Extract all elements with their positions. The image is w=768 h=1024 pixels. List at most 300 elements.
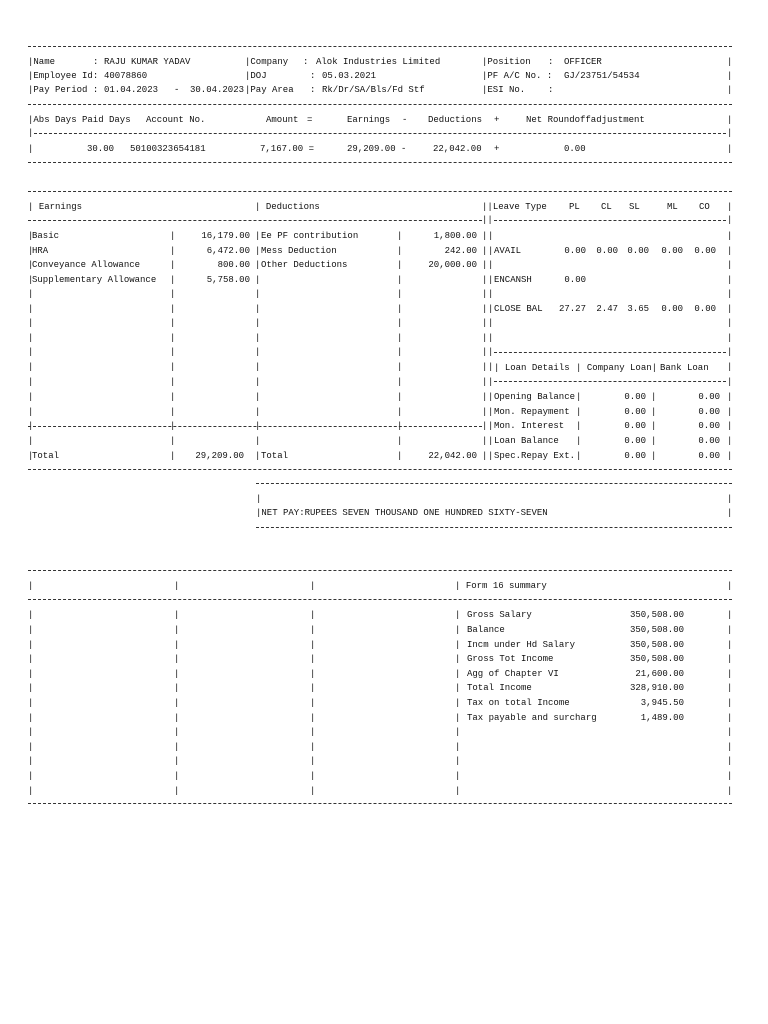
pipe: |: [170, 231, 176, 241]
pipe: |: [727, 407, 733, 417]
leave-header-label: Leave Type: [492, 202, 547, 212]
form16-value: 21,600.00: [635, 669, 684, 679]
pipe: |: [174, 683, 180, 693]
pipe: |: [28, 289, 34, 299]
pfac-value: GJ/23751/54534: [564, 71, 640, 81]
earning-label: HRA: [32, 246, 49, 256]
divider: [28, 426, 482, 427]
loan-company-value: 0.00: [624, 436, 646, 446]
form16-label: Tax payable and surcharg: [467, 713, 597, 723]
pipe: |: [28, 362, 34, 372]
payperiod-to: 30.04.2023: [190, 85, 245, 95]
pipe: |: [170, 289, 176, 299]
divider: [256, 527, 732, 528]
pipe: |: [255, 407, 261, 417]
payarea-cell: |Pay Area: [245, 85, 294, 95]
colon: :: [310, 71, 316, 81]
pipe: |: [482, 421, 488, 431]
pipe: |: [727, 713, 733, 723]
pipe: |: [727, 275, 733, 285]
esi-label: ESI No.: [487, 85, 526, 95]
pipe: |: [727, 727, 733, 737]
pipe: |: [310, 742, 316, 752]
pipe: |: [397, 246, 403, 256]
payperiod-label: Pay Period :: [33, 85, 99, 95]
pipe: |: [256, 494, 262, 504]
pipe: |: [28, 742, 34, 752]
deductions-total-label: Total: [261, 451, 289, 461]
pipe: |: [727, 318, 733, 328]
pipe: |: [170, 260, 176, 270]
pipe: |: [397, 377, 403, 387]
payarea-label: Pay Area: [250, 85, 294, 95]
pipe: ||: [482, 215, 493, 225]
pipe: |: [482, 347, 488, 357]
divider: [494, 381, 726, 382]
form16-value: 350,508.00: [629, 610, 684, 620]
pipe: |: [576, 451, 582, 461]
pipe: |: [255, 436, 261, 446]
pipe: |: [727, 304, 733, 314]
pipe: |: [28, 275, 34, 285]
amount-value: 7,167.00 =: [260, 144, 315, 154]
pipe: |: [727, 508, 733, 518]
pipe: |: [727, 289, 733, 299]
pipe: |: [727, 436, 733, 446]
esi-cell: |ESI No.: [482, 85, 526, 95]
pipe: |: [255, 304, 261, 314]
pipe: |: [455, 640, 461, 650]
deductions-title: | Deductions: [255, 202, 320, 212]
pipe: |: [727, 215, 733, 225]
pipe: |: [397, 362, 403, 372]
earning-label: Supplementary Allowance: [32, 275, 157, 285]
bank-loan-header: Bank Loan: [660, 363, 709, 373]
form16-label: Tax on total Income: [467, 698, 570, 708]
pipe: |: [310, 771, 316, 781]
pipe: |: [482, 377, 488, 387]
pipe: |: [488, 333, 494, 343]
pipe: |: [255, 318, 261, 328]
pipe: |: [28, 610, 34, 620]
pipe: |: [397, 451, 403, 461]
earning-value: 5,758.00: [206, 275, 250, 285]
pipe: |: [727, 742, 733, 752]
deductions-value: 22,042.00: [433, 144, 482, 154]
pipe: |: [455, 756, 461, 766]
pipe: |: [727, 610, 733, 620]
pipe: |: [727, 260, 733, 270]
pipe: |: [482, 451, 488, 461]
pipe: |: [28, 128, 34, 138]
pipe: |: [255, 451, 261, 461]
earnings-total-label: Total: [32, 451, 60, 461]
pipe: |: [28, 144, 34, 154]
deduction-value: 242.00: [444, 246, 477, 256]
net-roundoff-value: 0.00: [564, 144, 586, 154]
pipe: |: [170, 246, 176, 256]
pipe: |: [310, 669, 316, 679]
pipe: |: [28, 581, 34, 591]
pipe: |: [727, 786, 733, 796]
pipe: |: [488, 436, 494, 446]
pipe: |: [28, 698, 34, 708]
pipe: |: [488, 260, 494, 270]
leave-col-co: CO: [699, 202, 710, 212]
pfac-cell: |PF A/C No. :: [482, 71, 553, 81]
paid-days-value: 30.00: [87, 144, 115, 154]
payarea-value: Rk/Dr/SA/Bls/Fd Stf: [322, 85, 425, 95]
position-cell: |Position: [482, 57, 531, 67]
earning-value: 6,472.00: [206, 246, 250, 256]
leave-value: 0.00: [627, 246, 649, 256]
colon: :: [548, 85, 554, 95]
colon: :: [303, 57, 309, 67]
account-no-header: Account No.: [146, 115, 206, 125]
pipe: |: [397, 231, 403, 241]
deductions-total-value: 22,042.00: [428, 451, 477, 461]
pipe: |: [576, 421, 582, 431]
divider: [28, 46, 732, 47]
pipe: |: [482, 260, 488, 270]
abs-days-label: Abs Days: [33, 115, 77, 125]
deduction-label: Mess Deduction: [261, 246, 337, 256]
pipe: |: [488, 289, 494, 299]
payperiod-from: 01.04.2023: [104, 85, 159, 95]
loan-row-label: Spec.Repay Ext.: [494, 451, 576, 461]
company-cell: |Company: [245, 57, 289, 67]
loan-row-label: Loan Balance: [494, 436, 559, 446]
divider: [28, 104, 732, 105]
pipe: |: [455, 727, 461, 737]
pipe: |: [28, 771, 34, 781]
form16-value: 3,945.50: [640, 698, 684, 708]
pipe: |: [488, 231, 494, 241]
pipe: |: [488, 362, 494, 372]
pipe: |: [455, 742, 461, 752]
pipe: |: [488, 392, 494, 402]
loan-company-value: 0.00: [624, 421, 646, 431]
pipe: |: [255, 333, 261, 343]
pipe: |: [174, 698, 180, 708]
empid-cell: |Employee Id:: [28, 71, 99, 81]
leave-value: 3.65: [627, 304, 649, 314]
pipe: |: [727, 128, 733, 138]
pipe: |: [397, 436, 403, 446]
pipe: |: [455, 669, 461, 679]
pipe: |: [170, 421, 176, 431]
deductions-header-label: Deductions: [265, 202, 320, 212]
pipe: |: [310, 610, 316, 620]
pipe: |: [488, 451, 494, 461]
pipe: |: [28, 756, 34, 766]
pipe: |: [651, 407, 657, 417]
pipe: |: [310, 698, 316, 708]
pipe: |: [482, 362, 488, 372]
leave-value: 2.47: [596, 304, 618, 314]
pipe: |: [310, 713, 316, 723]
pipe: |: [727, 625, 733, 635]
earnings-value: 29,209.00 -: [347, 144, 407, 154]
pipe: |: [28, 392, 34, 402]
pipe: |: [727, 231, 733, 241]
earning-value: 16,179.00: [201, 231, 250, 241]
pipe: |: [455, 698, 461, 708]
pipe: |: [28, 260, 34, 270]
pipe: |: [727, 581, 733, 591]
pipe: |: [727, 202, 733, 212]
leave-value: 0.00: [694, 246, 716, 256]
form16-label: Total Income: [467, 683, 532, 693]
pipe: |: [397, 318, 403, 328]
pipe: |: [310, 581, 316, 591]
pipe: |: [170, 275, 176, 285]
pipe: |: [28, 246, 34, 256]
earning-value: 800.00: [217, 260, 250, 270]
company-loan-header: | Company Loan|: [576, 363, 658, 373]
pipe: |: [482, 289, 488, 299]
pipe: |: [727, 246, 733, 256]
pipe: |: [28, 347, 34, 357]
loan-company-value: 0.00: [624, 451, 646, 461]
leave-col-pl: PL: [569, 202, 580, 212]
loan-row-label: Mon. Interest: [494, 421, 565, 431]
pipe: |: [170, 318, 176, 328]
pipe: |: [727, 421, 733, 431]
pipe: |: [310, 654, 316, 664]
pipe: |: [727, 392, 733, 402]
pipe: |: [28, 654, 34, 664]
pipe: |: [488, 407, 494, 417]
loan-bank-value: 0.00: [698, 436, 720, 446]
pipe: |: [174, 640, 180, 650]
colon: :: [93, 57, 99, 67]
minus-sign: -: [402, 115, 408, 125]
pipe: |: [488, 318, 494, 328]
pipe: |: [727, 85, 733, 95]
leave-col-ml: ML: [667, 202, 678, 212]
earnings-header-label: Earnings: [38, 202, 83, 212]
divider: [28, 220, 482, 221]
leave-value: 0.00: [694, 304, 716, 314]
pipe: |: [255, 392, 261, 402]
pipe: |: [174, 654, 180, 664]
pipe: |: [397, 333, 403, 343]
pfac-label: PF A/C No. :: [487, 71, 553, 81]
pipe: |: [576, 392, 582, 402]
pipe: |: [576, 436, 582, 446]
leave-value: 0.00: [564, 275, 586, 285]
pipe: |: [488, 246, 494, 256]
leave-value: 0.00: [564, 246, 586, 256]
pipe: |: [255, 377, 261, 387]
payperiod-cell: |Pay Period :: [28, 85, 99, 95]
form16-label: Gross Salary: [467, 610, 532, 620]
form16-label: Gross Tot Income: [467, 654, 554, 664]
divider: [34, 133, 726, 134]
payperiod-sep: -: [174, 85, 180, 95]
leave-col-sl: SL: [629, 202, 640, 212]
deduction-value: 20,000.00: [428, 260, 477, 270]
plus-sign: +: [494, 115, 500, 125]
account-no-value: 50100323654181: [130, 144, 206, 154]
pipe: |: [397, 289, 403, 299]
pipe: |: [28, 318, 34, 328]
divider: [28, 803, 732, 804]
pipe: |: [727, 669, 733, 679]
position-value: OFFICER: [564, 57, 602, 67]
pipe: |: [727, 144, 733, 154]
divider: [494, 352, 726, 353]
pipe: |: [170, 451, 176, 461]
net-pay: |NET PAY:RUPEES SEVEN THOUSAND ONE HUNDRED SIXTY-SEVEN: [256, 508, 548, 518]
pipe: |: [455, 610, 461, 620]
pipe: |: [727, 57, 733, 67]
leave-title: ||Leave Type: [482, 202, 547, 212]
pipe: |: [174, 610, 180, 620]
eq-sign: =: [307, 115, 313, 125]
pipe: |: [455, 654, 461, 664]
loan-bank-value: 0.00: [698, 392, 720, 402]
pipe: |: [255, 260, 261, 270]
leave-value: 27.27: [558, 304, 586, 314]
pipe: |: [170, 304, 176, 314]
pipe: |: [482, 246, 488, 256]
deduction-label: Ee PF contribution: [261, 231, 359, 241]
pipe: |: [397, 304, 403, 314]
pipe: |: [727, 362, 733, 372]
pipe: |: [28, 713, 34, 723]
pipe: |: [455, 786, 461, 796]
pipe: |: [482, 318, 488, 328]
employee-name: RAJU KUMAR YADAV: [104, 57, 191, 67]
pipe: |: [482, 275, 488, 285]
loan-company-value: 0.00: [624, 392, 646, 402]
loan-bank-value: 0.00: [698, 407, 720, 417]
divider: [256, 483, 732, 484]
pipe: |: [310, 756, 316, 766]
earning-label: Conveyance Allowance: [32, 260, 141, 270]
pipe: |: [28, 421, 34, 431]
pipe: |: [170, 392, 176, 402]
leave-col-cl: CL: [601, 202, 612, 212]
divider: [494, 220, 726, 221]
pipe: |: [170, 377, 176, 387]
form16-value: 350,508.00: [629, 654, 684, 664]
pipe: |: [174, 669, 180, 679]
form16-label: Incm under Hd Salary: [467, 640, 576, 650]
paid-days-header: Paid Days: [82, 115, 131, 125]
empid-label: Employee Id:: [33, 71, 99, 81]
pipe: |: [727, 640, 733, 650]
loan-bank-value: 0.00: [698, 421, 720, 431]
pipe: |: [170, 407, 176, 417]
pipe: |: [310, 683, 316, 693]
pipe: |: [255, 231, 261, 241]
pipe: |: [488, 347, 494, 357]
pipe: |: [310, 786, 316, 796]
pipe: |: [255, 362, 261, 372]
pipe: |: [482, 407, 488, 417]
pipe: |: [174, 786, 180, 796]
pipe: |: [28, 683, 34, 693]
divider: [28, 469, 732, 470]
pipe: |: [174, 581, 180, 591]
pipe: |: [170, 436, 176, 446]
name-label: Name: [33, 57, 56, 67]
pipe: |: [488, 304, 494, 314]
leave-value: 0.00: [661, 304, 683, 314]
header-row-1: |Name: [28, 57, 56, 67]
loan-row-label: Opening Balance: [494, 392, 576, 402]
pipe: |: [255, 421, 261, 431]
colon: :: [310, 85, 316, 95]
divider: [28, 599, 732, 600]
pipe: |: [255, 347, 261, 357]
loan-header: | Loan Details: [494, 363, 570, 373]
pipe: |: [174, 713, 180, 723]
form16-label: Agg of Chapter VI: [467, 669, 559, 679]
pipe: |: [170, 333, 176, 343]
pipe: |: [28, 640, 34, 650]
leave-row-label: ENCANSH: [494, 275, 532, 285]
earnings-title: | Earnings: [28, 202, 83, 212]
pipe: |: [727, 756, 733, 766]
loan-row-label: Mon. Repayment: [494, 407, 570, 417]
pipe: |: [255, 275, 261, 285]
loan-header-label: Loan Details: [504, 363, 570, 373]
pipe: |: [397, 347, 403, 357]
doj-value: 05.03.2021: [322, 71, 377, 81]
pipe: |: [28, 304, 34, 314]
colon: :: [548, 57, 554, 67]
pipe: |: [28, 436, 34, 446]
pipe: |: [727, 115, 733, 125]
leave-value: 0.00: [596, 246, 618, 256]
pipe: |: [310, 640, 316, 650]
pipe: |: [488, 275, 494, 285]
pipe: |: [727, 377, 733, 387]
amount-header: Amount: [266, 115, 299, 125]
pipe: |: [651, 392, 657, 402]
pipe: |: [174, 727, 180, 737]
form16-label: Balance: [467, 625, 505, 635]
pipe: |: [482, 333, 488, 343]
pipe: |: [28, 786, 34, 796]
pipe: |: [397, 275, 403, 285]
pipe: |: [727, 347, 733, 357]
pipe: |: [397, 407, 403, 417]
company-label: Company: [250, 57, 289, 67]
pipe: |: [255, 289, 261, 299]
divider: [28, 191, 732, 192]
pipe: |: [28, 231, 34, 241]
employee-id: 40078860: [104, 71, 148, 81]
leave-row-label: CLOSE BAL: [494, 304, 543, 314]
company-name: Alok Industries Limited: [316, 57, 441, 67]
company-loan-label: Company Loan: [586, 363, 652, 373]
pipe: |: [28, 377, 34, 387]
pipe: |: [397, 260, 403, 270]
pipe: |: [455, 683, 461, 693]
pipe: |: [651, 451, 657, 461]
abs-days-header: |Abs Days: [28, 115, 77, 125]
pipe: |: [310, 625, 316, 635]
position-label: Position: [487, 57, 531, 67]
pipe: |: [174, 756, 180, 766]
pipe: |: [455, 625, 461, 635]
pipe: |: [310, 727, 316, 737]
